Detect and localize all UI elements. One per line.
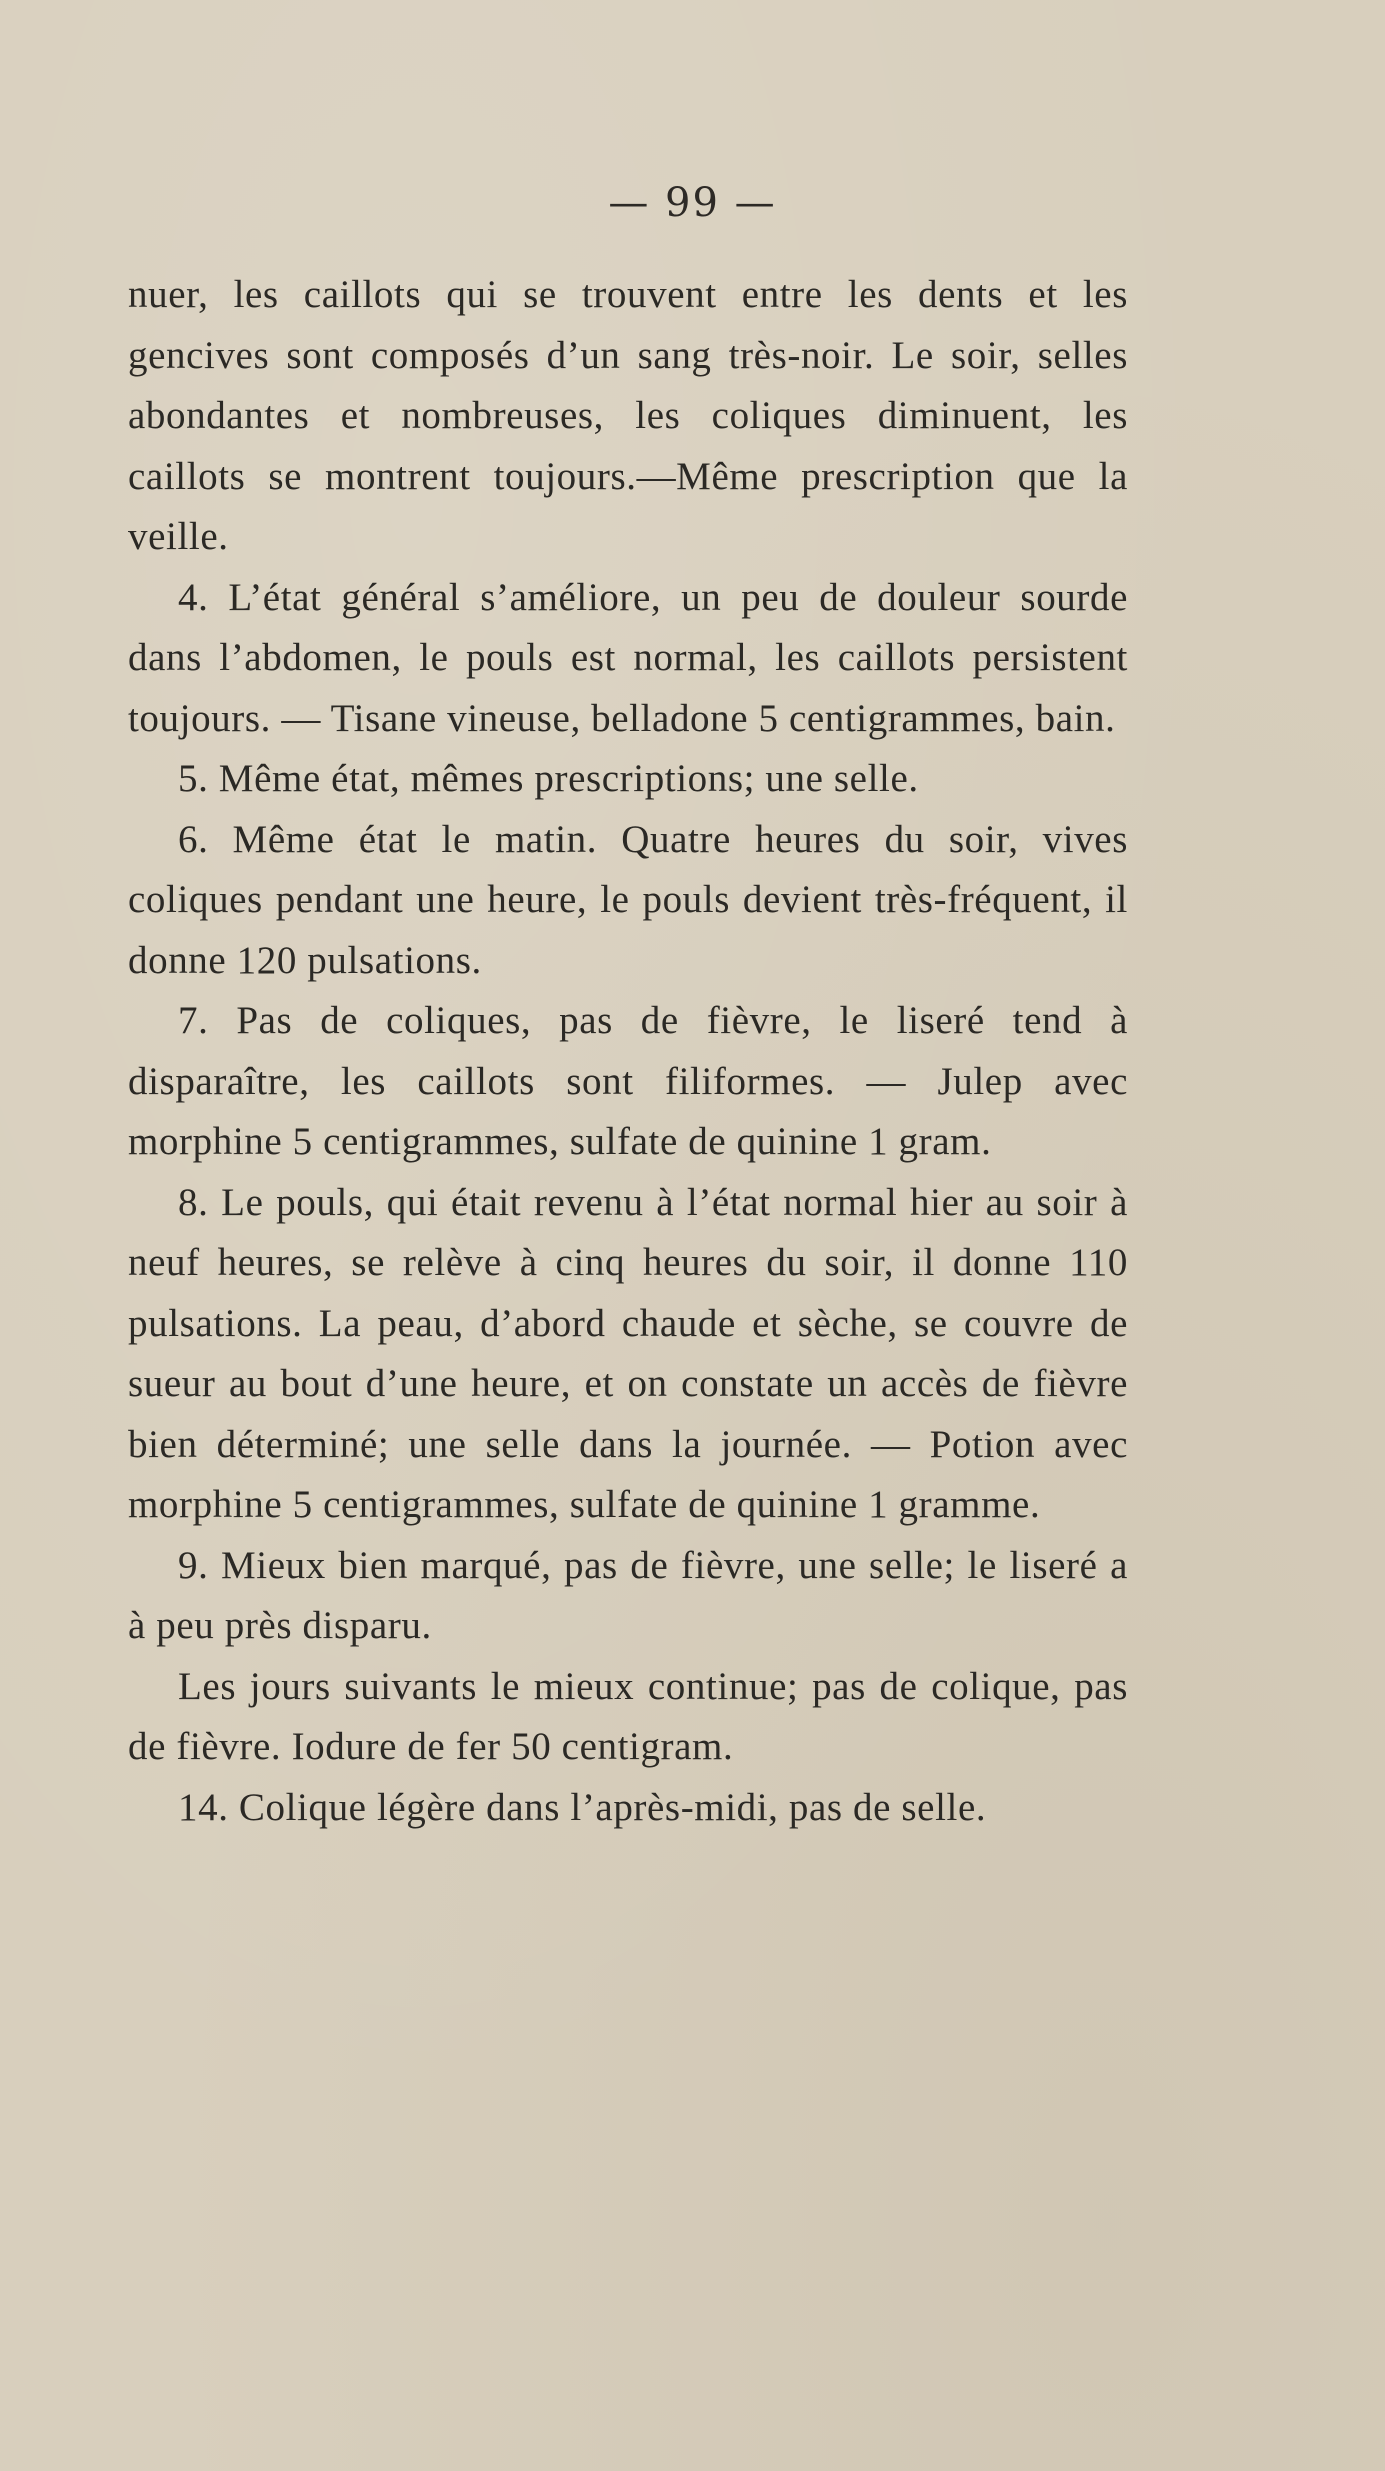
body-text — [128, 265, 1128, 1838]
paragraph-day-6: 6. Même état le matin. Quatre heures du soir, vives coliques pendant une heure, le pouls devient très-fréquent, il donne 120 pulsations. — [128, 817, 1128, 982]
paragraph-day-5: 5. Même état, mêmes prescriptions; une selle. — [178, 757, 919, 800]
paragraph-day-14: 14. Colique légère dans l’après-midi, pas de selle. — [178, 1785, 987, 1829]
page-number: — 99 — — [608, 180, 777, 226]
paragraph-day-7: 7. Pas de coliques, pas de fièvre, le liseré tend à disparaître, les caillots sont filiformes. — Julep avec morphine 5 centigrammes, sulfate de quinine 1 gram. — [128, 999, 1128, 1163]
paragraph-day-8: 8. Le pouls, qui était revenu à l’état normal hier au soir à neuf heures, se relève à cinq heures du soir, il donne 110 pulsations. La peau, d’abord chaude et sèche, se couvre de sueur au bout d’une heure, et on constate un accès de fièvre bien déterminé; une selle dans la journée. — Potion avec morphine 5 centigrammes, sulfate de quinine 1 gramme. — [128, 1180, 1128, 1526]
paragraph-following-days: Les jours suivants le mieux continue; pas de colique, pas de fièvre. Iodure de fer 50 centigram. — [128, 1664, 1128, 1768]
paragraph-day-4: 4. L’état général s’améliore, un peu de douleur sourde dans l’abdomen, le pouls est normal, les caillots persistent toujours. — Tisane vineuse, belladone 5 centigrammes, bain. — [128, 575, 1128, 740]
paragraph-day-9: 9. Mieux bien marqué, pas de fièvre, une selle; le liseré a à peu près disparu. — [128, 1543, 1128, 1647]
paragraph-continuation: nuer, les caillots qui se trouvent entre les dents et les gencives sont composés d’un sang très-noir. Le soir, selles abondantes et nombreuses, les coliques diminuent, les caillots se montrent toujours.—Même prescription que la veille. — [128, 273, 1128, 558]
